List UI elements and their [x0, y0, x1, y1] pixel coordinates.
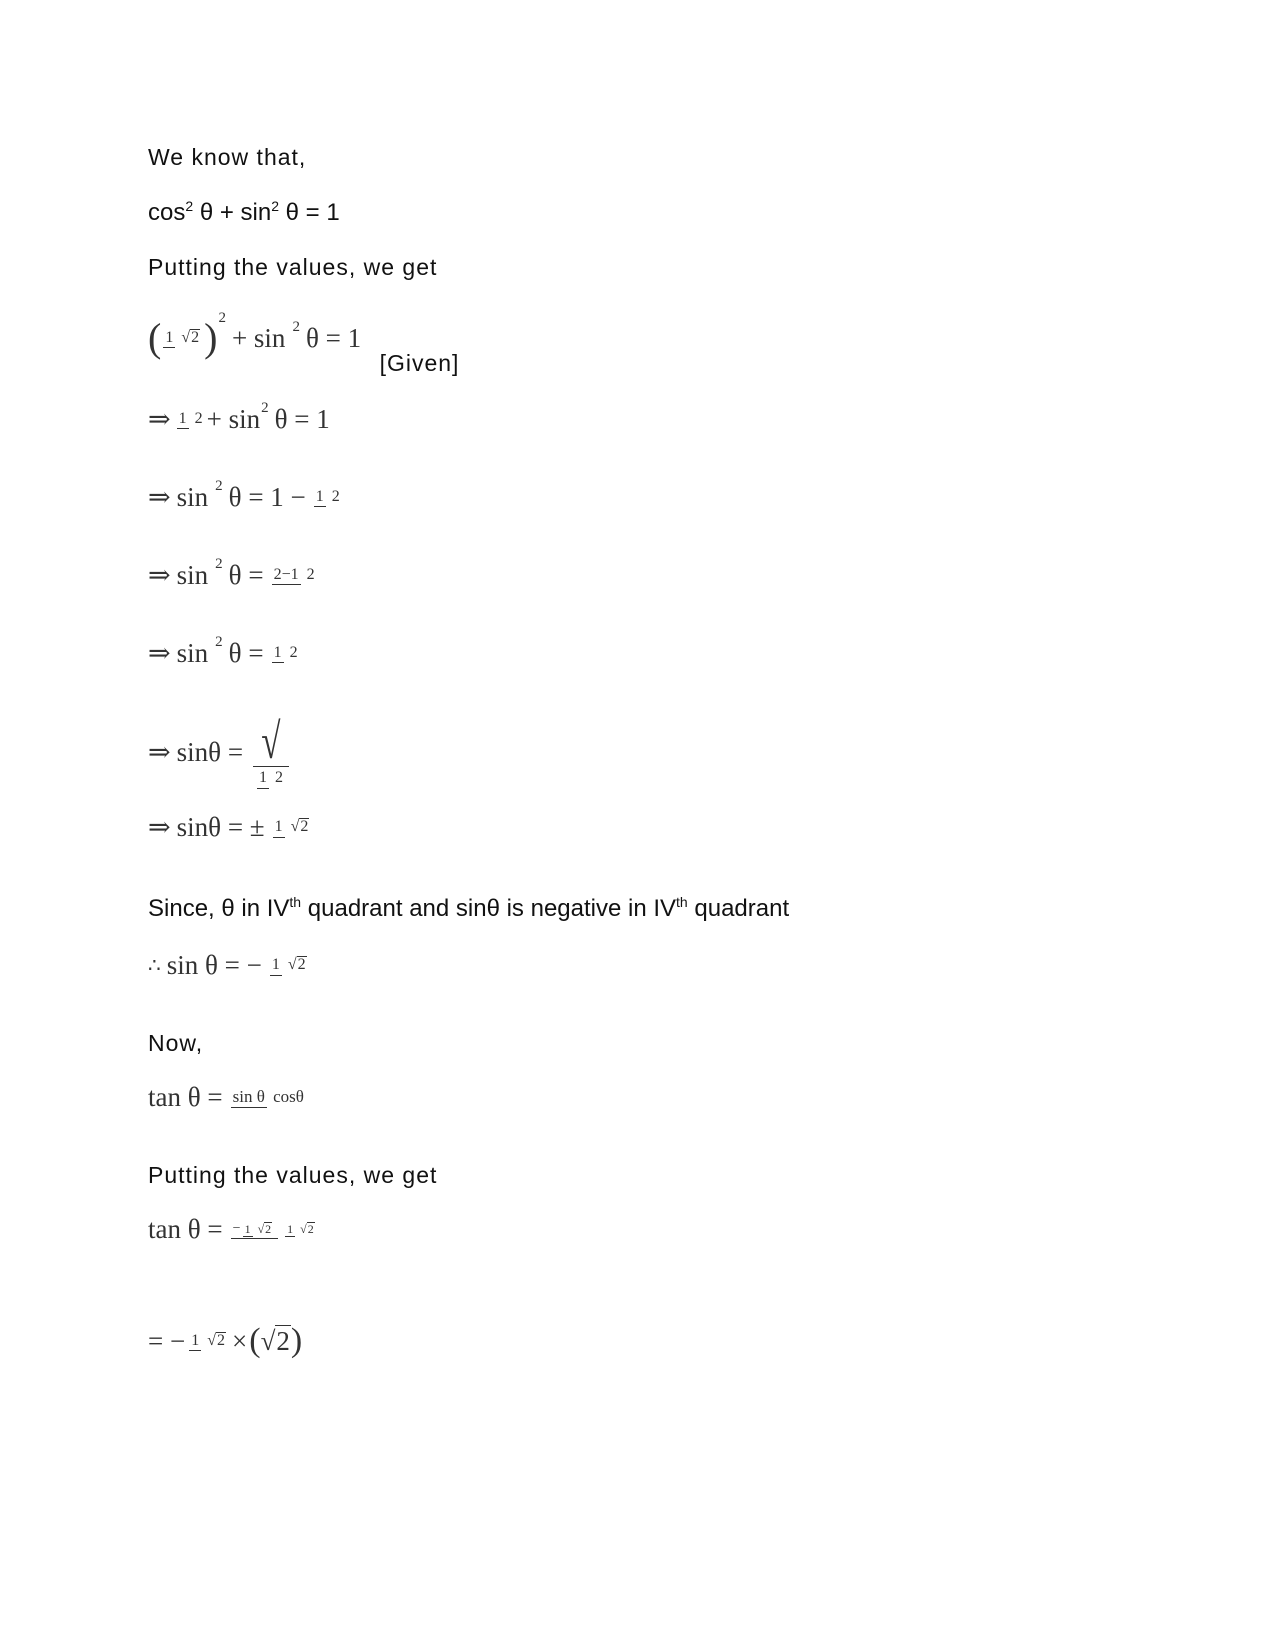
text: θ + sin — [193, 199, 272, 226]
denominator: 2 — [194, 409, 203, 427]
text: Putting the values, we get — [148, 1162, 438, 1188]
text: θ = 1 — [279, 199, 340, 226]
equation-result — [148, 1324, 302, 1358]
numerator: 1 — [177, 411, 189, 430]
math-expression — [148, 634, 302, 669]
numerator: 1 — [163, 330, 175, 349]
math-expression — [148, 950, 311, 981]
fraction — [189, 1331, 228, 1352]
times-icon: × — [232, 1325, 248, 1356]
radicand: 2 — [265, 1221, 272, 1236]
fraction — [285, 1221, 317, 1238]
math-expression — [148, 1082, 308, 1113]
numerator: 1 — [244, 1221, 251, 1236]
denominator — [281, 1220, 321, 1238]
equation-substitution — [148, 309, 460, 376]
radicand: 2 — [307, 1221, 314, 1236]
sqrt-symbol: √ — [290, 818, 300, 836]
math-expression — [148, 1324, 302, 1358]
minus-sign: − — [232, 1220, 241, 1236]
numerator: 1 — [270, 957, 282, 976]
radicand — [253, 766, 289, 789]
denominator — [286, 955, 309, 974]
superscript: th — [289, 894, 302, 910]
denominator — [256, 1221, 275, 1236]
text-putting-values — [148, 254, 437, 281]
given-label: [Given] — [379, 350, 460, 376]
denominator — [289, 817, 312, 836]
equation-tan-substituted — [148, 1214, 323, 1245]
radicand: 2 — [276, 1326, 290, 1356]
equation-step — [148, 713, 289, 789]
equation-step — [148, 812, 313, 843]
sqrt-symbol: √ — [207, 1331, 216, 1349]
math-expression — [148, 400, 336, 435]
fraction — [257, 769, 285, 789]
radicand: 2 — [300, 818, 309, 836]
text: sinθ = ± — [176, 812, 265, 842]
exponent: 2 — [292, 318, 300, 335]
superscript: th — [676, 894, 688, 910]
text: Now, — [148, 1030, 204, 1056]
fraction — [243, 1221, 275, 1238]
text: sin — [176, 482, 209, 512]
denominator: 2 — [289, 643, 298, 661]
sqrt-symbol: √ — [287, 956, 297, 974]
implies-icon: ⇒ — [148, 736, 171, 767]
sqrt-symbol: √ — [257, 1221, 265, 1236]
text: θ = 1 — [305, 322, 362, 353]
math-expression — [148, 812, 313, 843]
text: θ = 1 — [274, 404, 330, 434]
therefore-icon: ∴ — [148, 955, 161, 977]
denominator — [179, 328, 202, 347]
implies-icon: ⇒ — [148, 404, 171, 434]
text: Since, θ in IV — [148, 895, 290, 922]
radicand: 2 — [191, 328, 200, 346]
identity-equation — [148, 198, 340, 227]
denominator — [205, 1331, 228, 1350]
fraction — [272, 644, 300, 664]
fraction — [314, 488, 342, 508]
text-quadrant-statement — [148, 894, 789, 923]
math-expression — [148, 309, 367, 360]
text: + sin — [231, 322, 286, 353]
numerator: sin θ — [232, 1087, 265, 1107]
square-root — [253, 713, 289, 789]
text-now — [148, 1030, 203, 1057]
radicand: 2 — [297, 956, 306, 974]
text: tan θ = — [148, 1214, 223, 1244]
implies-icon: ⇒ — [148, 560, 171, 590]
text: sin θ = − — [166, 950, 262, 980]
math-expression — [148, 556, 319, 591]
math-expression — [148, 1214, 323, 1245]
text: tan θ = — [148, 1082, 223, 1112]
text-putting-values — [148, 1162, 437, 1189]
text: sin — [176, 638, 209, 668]
text: θ = 1 − — [228, 482, 306, 512]
exponent: 2 — [215, 478, 223, 494]
numerator: 1 — [189, 1333, 201, 1352]
math-expression — [148, 478, 344, 513]
text: sin — [176, 560, 209, 590]
denominator: 2 — [275, 769, 284, 786]
text: θ = — [228, 638, 264, 668]
equation-step — [148, 556, 319, 591]
exponent: 2 — [218, 309, 226, 326]
text: cos — [148, 199, 186, 226]
exponent: 2 — [261, 400, 269, 416]
text: + sin — [206, 404, 261, 434]
numerator: 1 — [273, 819, 285, 838]
text: = − — [148, 1325, 186, 1356]
denominator: 2 — [306, 565, 315, 583]
implies-icon: ⇒ — [148, 482, 171, 512]
text: quadrant and sinθ is negative in IV — [301, 895, 677, 922]
fraction — [272, 566, 317, 586]
denominator: cosθ — [273, 1087, 304, 1107]
text: quadrant — [687, 895, 790, 922]
paren: ( — [249, 1322, 261, 1359]
text: sinθ = — [176, 736, 244, 767]
paren: ) — [204, 315, 218, 360]
equation-step — [148, 950, 311, 981]
numerator — [231, 1221, 279, 1240]
text: Putting the values, we get — [148, 254, 438, 280]
sqrt-symbol: √ — [300, 1221, 307, 1236]
numerator: 1 — [272, 645, 284, 664]
equation-step — [148, 478, 344, 513]
exponent: 2 — [215, 556, 223, 572]
paren: ( — [148, 315, 162, 360]
sqrt-symbol: √ — [260, 1325, 276, 1356]
fraction — [163, 328, 202, 349]
fraction — [177, 410, 205, 430]
radicand: 2 — [217, 1331, 225, 1349]
equation-step — [148, 400, 336, 435]
denominator — [298, 1221, 317, 1236]
numerator: 2−1 — [272, 567, 301, 586]
implies-icon: ⇒ — [148, 638, 171, 668]
equation-tan — [148, 1082, 308, 1113]
numerator: 1 — [287, 1221, 294, 1236]
exponent: 2 — [215, 634, 223, 650]
math-expression — [148, 713, 289, 789]
sqrt-symbol: √ — [181, 328, 191, 346]
exponent: 2 — [271, 198, 279, 214]
numerator: 1 — [257, 770, 269, 789]
implies-icon: ⇒ — [148, 812, 171, 842]
fraction — [231, 1087, 306, 1108]
text: We know that, — [148, 144, 307, 170]
fraction — [270, 955, 309, 976]
text-we-know-that — [148, 144, 306, 171]
equation-step — [148, 634, 302, 669]
numerator: 1 — [314, 489, 326, 508]
sqrt-symbol: √ — [261, 713, 281, 769]
text: θ = — [228, 560, 264, 590]
fraction — [273, 817, 312, 838]
compound-fraction — [231, 1220, 321, 1240]
denominator: 2 — [331, 487, 340, 505]
exponent: 2 — [185, 198, 194, 214]
paren: ) — [290, 1322, 303, 1359]
